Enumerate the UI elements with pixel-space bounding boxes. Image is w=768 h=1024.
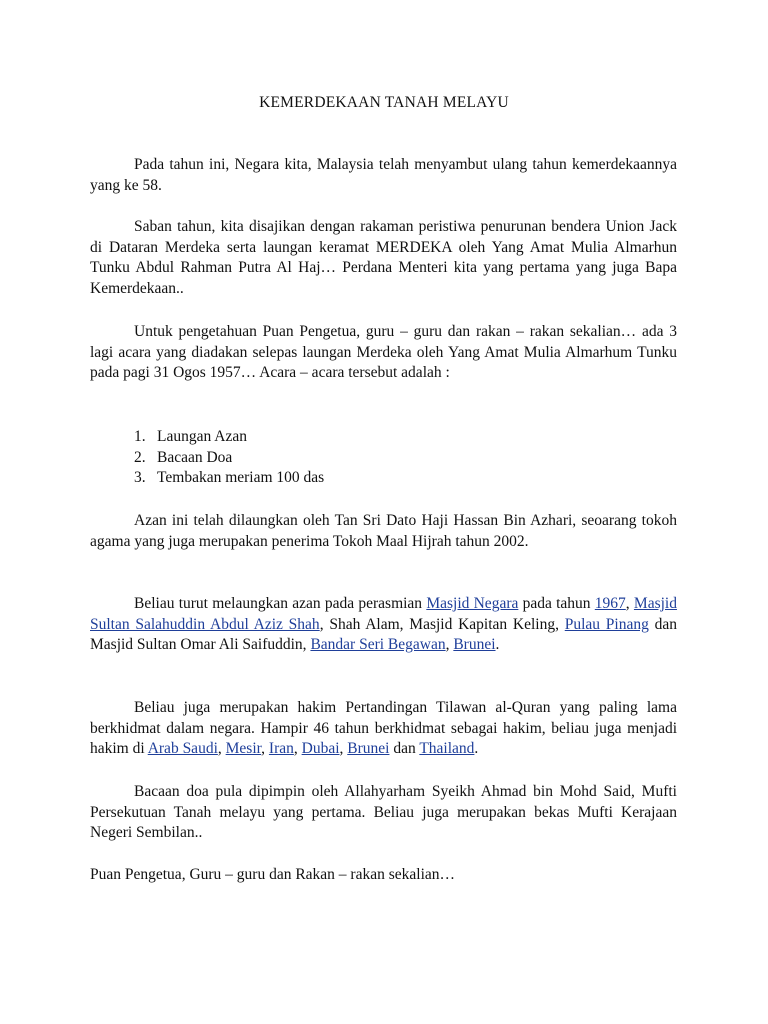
text-run: , — [293, 740, 302, 757]
list-item — [134, 427, 324, 448]
list-number: 2. — [134, 448, 146, 466]
text-run: Beliau turut melaungkan azan pada perasmian — [134, 595, 427, 612]
text-run: , — [339, 740, 348, 757]
list-item — [134, 448, 324, 469]
paragraph-4: Azan ini telah dilaungkan oleh Tan Sri Dato Haji Hassan Bin Azhari, seoarang tokoh agama yang juga merupakan penerima Tokoh Maal Hijrah tahun 2002. — [90, 512, 677, 550]
event-list — [134, 427, 324, 489]
text-run: , — [625, 595, 634, 612]
list-text: Bacaan Doa — [157, 448, 233, 466]
text-run: dan — [389, 740, 420, 757]
text-run: , — [217, 740, 226, 757]
paragraph-2: Saban tahun, kita disajikan dengan rakaman peristiwa penurunan bendera Union Jack di Dataran Merdeka serta laungan keramat MERDEKA oleh Yang Amat Mulia Almarhun Tunku Abdul Rahman Putra Al Haj… Perdana Menteri kita yang pertama yang juga Bapa Kemerdekaan.. — [90, 218, 677, 297]
list-text: Laungan Azan — [157, 428, 247, 445]
paragraph-1: Pada tahun ini, Negara kita, Malaysia telah menyambut ulang tahun kemerdekaannya yang ke 58. — [90, 156, 677, 194]
paragraph-7: Bacaan doa pula dipimpin oleh Allahyarham Syeikh Ahmad bin Mohd Said, Mufti Persekutuan Tanah melayu yang pertama. Beliau juga merupakan bekas Mufti Kerajaan Negeri Sembilan.. — [90, 783, 677, 841]
paragraph-8: Puan Pengetua, Guru – guru dan Rakan – rakan sekalian… — [90, 866, 456, 883]
document-title: KEMERDEKAAN TANAH MELAYU — [259, 94, 509, 111]
text-run: , Shah Alam, Masjid Kapitan Keling, — [319, 615, 565, 633]
text-run: , — [445, 636, 454, 653]
link-mesir[interactable]: Mesir — [225, 740, 262, 757]
link-thailand[interactable]: Thailand — [419, 740, 475, 757]
link-brunei-2[interactable]: Brunei — [347, 740, 390, 757]
link-brunei[interactable]: Brunei — [453, 636, 496, 653]
link-pulau-pinang[interactable]: Pulau Pinang — [564, 615, 649, 633]
link-iran[interactable]: Iran — [268, 740, 294, 757]
list-number: 1. — [134, 428, 146, 445]
text-run: . — [474, 740, 479, 757]
link-arab-saudi[interactable]: Arab Saudi — [147, 740, 218, 757]
link-dubai[interactable]: Dubai — [301, 740, 340, 757]
text-run: dan Masjid Sultan Omar Ali Saifuddin, — [90, 615, 677, 653]
text-run: Beliau juga merupakan hakim Pertandingan Tilawan al-Quran yang paling lama berkhidmat dalam negara. Hampir 46 tahun berkhidmat sebagai hakim, beliau juga menjadi hakim di — [90, 699, 677, 757]
link-masjid-negara[interactable]: Masjid Negara — [426, 595, 519, 612]
paragraph-6 — [90, 698, 677, 760]
text-run: pada tahun — [518, 595, 595, 612]
link-1967[interactable]: 1967 — [594, 595, 626, 612]
text-run: . — [495, 636, 500, 653]
list-text: Tembakan meriam 100 das — [157, 469, 325, 486]
text-run: , — [261, 740, 269, 757]
link-masjid-salahuddin[interactable]: Masjid Sultan Salahuddin Abdul Aziz Shah — [90, 595, 677, 633]
paragraph-5 — [90, 594, 677, 656]
link-bandar-seri-begawan[interactable]: Bandar Seri Begawan — [310, 636, 446, 653]
paragraph-3: Untuk pengetahuan Puan Pengetua, guru – guru dan rakan – rakan sekalian… ada 3 lagi acara yang diadakan selepas laungan Merdeka oleh Yang Amat Mulia Almarhum Tunku pada pagi 31 Ogos 1957… Acara – acara tersebut adalah : — [90, 323, 677, 381]
list-item — [134, 468, 324, 489]
list-number: 3. — [134, 469, 146, 486]
